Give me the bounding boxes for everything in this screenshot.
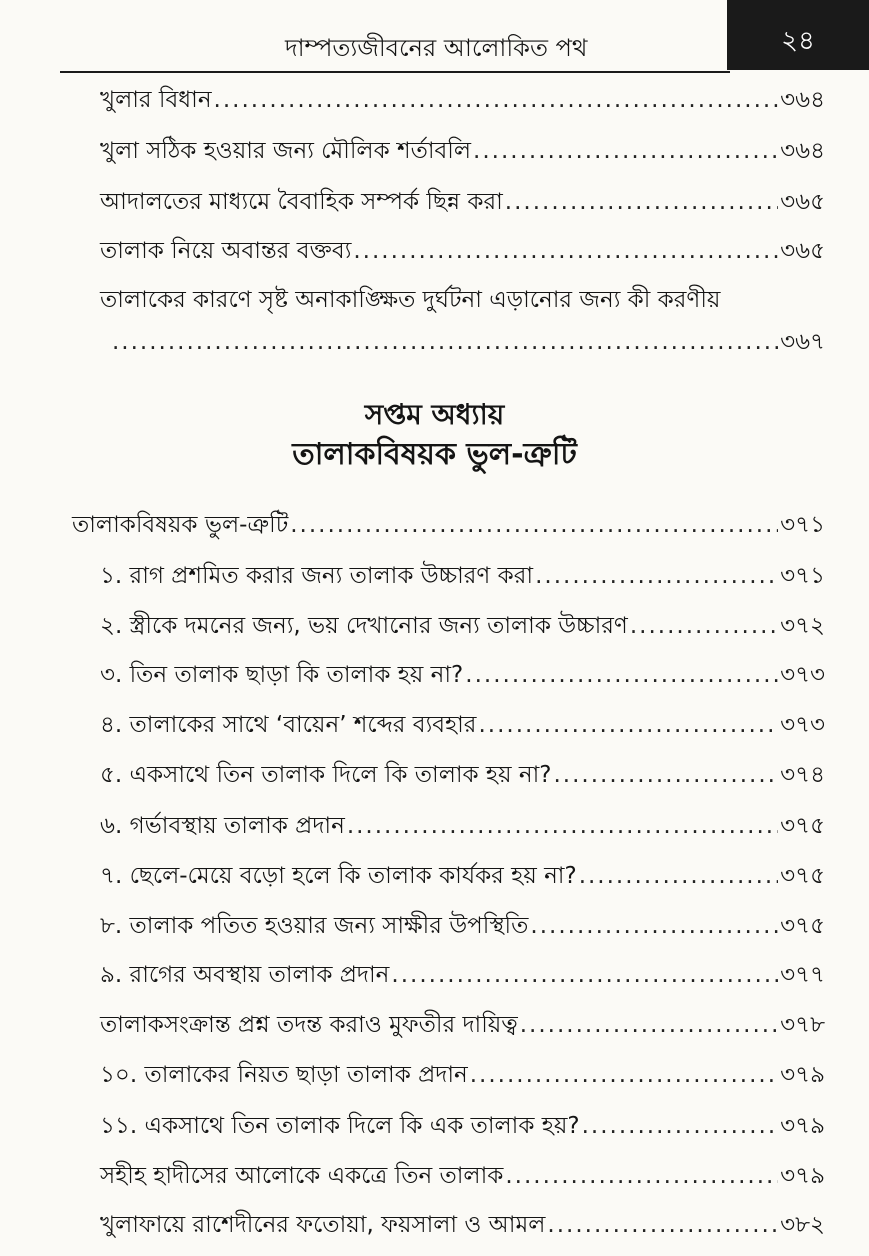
toc-leader-dots [478, 705, 778, 745]
toc-entry [100, 1205, 825, 1245]
toc-entry-page: ৩৭৯ [780, 1113, 825, 1139]
toc-entry-title: ৩. তিন তালাক ছাড়া কি তালাক হয় না? [100, 662, 464, 688]
toc-entry-page: ৩৭৭ [780, 962, 825, 988]
toc-leader-dots [470, 1055, 778, 1095]
toc-entry-page: ৩৭৩ [780, 662, 825, 688]
toc-leader-dots [579, 856, 778, 896]
toc-entry-title: খুলাফায়ে রাশেদীনের ফতোয়া, ফয়সালা ও আমল [100, 1212, 546, 1238]
toc-entry-title: সহীহ হাদীসের আলোকে একত্রে তিন তালাক [100, 1163, 504, 1189]
toc-leader-dots [473, 131, 778, 171]
toc-entry-title: ৫. একসাথে তিন তালাক দিলে কি তালাক হয় না? [100, 762, 552, 788]
toc-entry [100, 1156, 825, 1196]
toc-entry-page: ৩৬৪ [780, 87, 825, 113]
toc-entry-title: ১. রাগ প্রশমিত করার জন্য তালাক উচ্চারণ করা [100, 563, 534, 589]
toc-entry-title: তালাক নিয়ে অবান্তর বক্তব্য [100, 238, 352, 264]
toc-entry [100, 606, 825, 646]
toc-leader-dots [530, 906, 778, 946]
toc-entry [100, 1106, 825, 1146]
toc-entry-page: ৩৭৫ [780, 913, 825, 939]
toc-entry-title: ২. স্ত্রীকে দমনের জন্য, ভয় দেখানোর জন্য তালাক উচ্চারণ [100, 613, 628, 639]
toc-entry-page: ৩৬৫ [780, 238, 825, 264]
toc-entry-title: ৭. ছেলে-মেয়ে বড়ো হলে কি তালাক কার্যকর হয় না? [100, 863, 577, 889]
toc-leader-dots [553, 755, 778, 795]
toc-leader-dots [347, 806, 778, 846]
toc-entry-page: ৩৬৫ [780, 189, 825, 215]
toc-entry [100, 182, 825, 222]
toc-entry-page: ৩৭৮ [780, 1012, 825, 1038]
toc-leader-dots [520, 1005, 778, 1045]
toc-entry-title: ৬. গর্ভাবস্থায় তালাক প্রদান [100, 813, 345, 839]
toc-entry-title: ১১. একসাথে তিন তালাক দিলে কি এক তালাক হয়? [100, 1113, 580, 1139]
toc-entry-title: খুলা সঠিক হওয়ার জন্য মৌলিক শর্তাবলি [100, 138, 472, 164]
toc-entry-page: ৩৭৪ [780, 762, 825, 788]
toc-entry-title-wrapped: তালাকের কারণে সৃষ্ট অনাকাঙ্ক্ষিত দুর্ঘটনা এড়ানোর জন্য কী করণীয় [100, 287, 721, 313]
toc-entry [100, 806, 825, 846]
running-title: দাম্পত্যজীবনের আলোকিত পথ [285, 34, 588, 62]
toc-leader-dots [630, 606, 778, 646]
toc-leader-dots [112, 322, 778, 362]
toc-entry-continuation [110, 322, 825, 362]
toc-entry [100, 655, 825, 695]
toc-entry-page: ৩৮২ [780, 1212, 825, 1238]
toc-leader-dots [391, 955, 778, 995]
toc-entry [100, 755, 825, 795]
toc-entry-page: ৩৭৫ [780, 813, 825, 839]
toc-entry [100, 231, 825, 271]
toc-leader-dots [505, 1156, 778, 1196]
toc-entry [100, 1055, 825, 1095]
toc-entry-page: ৩৭২ [780, 613, 825, 639]
toc-entry-title: ৪. তালাকের সাথে ‘বায়েন’ শব্দের ব্যবহার [100, 712, 477, 738]
toc-entry-page: ৩৭৩ [780, 712, 825, 738]
toc-entry-page: ৩৭১ [780, 563, 825, 589]
chapter-label: সপ্তম অধ্যায় [364, 398, 505, 431]
toc-entry [100, 131, 825, 171]
toc-entry-title: আদালতের মাধ্যমে বৈবাহিক সম্পর্ক ছিন্ন করা [100, 189, 503, 215]
toc-entry [100, 556, 825, 596]
toc-leader-dots [290, 505, 778, 545]
toc-entry-title: ১০. তালাকের নিয়ত ছাড়া তালাক প্রদান [100, 1062, 468, 1088]
toc-entry-page: ৩৭৯ [780, 1062, 825, 1088]
toc-entry [100, 705, 825, 745]
toc-entry-page: ৩৬৪ [780, 138, 825, 164]
toc-entry-page: ৩৭১ [780, 512, 825, 538]
toc-entry-page: ৩৭৯ [780, 1163, 825, 1189]
toc-entry [100, 856, 825, 896]
toc-entry-title: ৮. তালাক পতিত হওয়ার জন্য সাক্ষীর উপস্থিতি [100, 913, 529, 939]
toc-leader-dots [535, 556, 778, 596]
page-number: ২৪ [781, 26, 815, 56]
page-header [0, 0, 869, 76]
toc-entry-page: ৩৭৫ [780, 863, 825, 889]
toc-entry-title: তালাকসংক্রান্ত প্রশ্ন তদন্ত করাও মুফতীর দায়িত্ব [100, 1012, 518, 1038]
toc-leader-dots [505, 182, 778, 222]
toc-entry [100, 955, 825, 995]
toc-entry [100, 906, 825, 946]
toc-leader-dots [465, 655, 778, 695]
toc-entry-title: ৯. রাগের অবস্থায় তালাক প্রদান [100, 962, 390, 988]
toc-entry-page: ৩৬৭ [780, 329, 825, 355]
toc-entry-title: তালাকবিষয়ক ভুল-ত্রুটি [72, 512, 289, 538]
toc-entry-title: খুলার বিধান [100, 87, 212, 113]
page-number-tab [727, 0, 869, 70]
toc-leader-dots [214, 80, 779, 120]
toc-entry [100, 80, 825, 120]
toc-leader-dots [582, 1106, 779, 1146]
toc-entry [100, 1005, 825, 1045]
chapter-title: তালাকবিষয়ক ভুল-ত্রুটি [292, 437, 577, 472]
header-rule [60, 71, 730, 73]
toc-leader-dots [547, 1205, 778, 1245]
toc-entry [72, 505, 825, 545]
toc-leader-dots [353, 231, 778, 271]
